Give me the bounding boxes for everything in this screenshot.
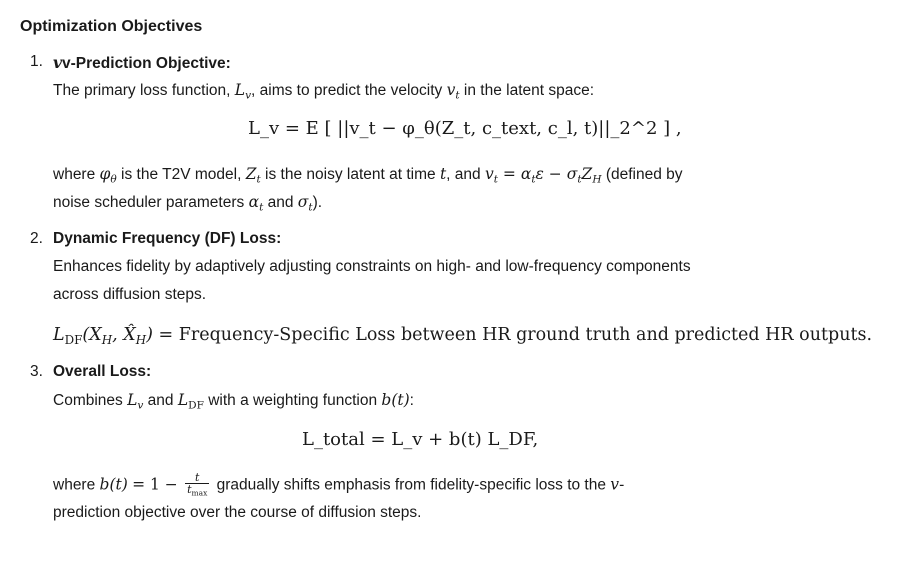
item-number: 2. <box>30 230 43 247</box>
item-number: 1. <box>30 53 43 70</box>
v-prediction-equation: L_v = E [ ||v_t − φ_θ(Z_t, c_text, c_l, t)||_2^2 ] , <box>248 118 682 139</box>
overall-where-line-2: prediction objective over the course of diffusion steps. <box>53 504 422 521</box>
item-number: 3. <box>30 363 43 380</box>
overall-equation: L_total = L_v + b(t) L_DF, <box>302 429 539 450</box>
df-desc-line-1: Enhances fidelity by adaptively adjusting constraints on high- and low-frequency components <box>53 258 691 275</box>
page-title: Optimization Objectives <box>20 18 203 35</box>
overall-where-line-1: where b(t) = 1 − $\frac{t}{t_{max}}$ gradually shifts emphasis from fidelity-specific loss to the v- <box>53 471 625 498</box>
heading-text: v-Prediction Objective: <box>62 55 231 72</box>
item-intro: The primary loss function, $L_v$, aims to predict the velocity $v_t$ in the latent space: <box>53 81 595 102</box>
fraction: $\frac{t}{t_{max}}$ <box>187 471 208 498</box>
item-heading <box>53 53 231 73</box>
overall-intro: Combines $L_v$ and $L_{DF}$ with a weighting function b(t): <box>53 391 414 412</box>
where-line-1: where $\varphi_\theta$ is the T2V model, $Z_t$ is the noisy latent at time t, and $v_t = \alpha_t\varepsilon - \sigma_tZ_H$ (defined by <box>53 165 683 186</box>
df-equation: $L_{DF}(X_H$, $X̂_H$) = Frequency-Specific Loss between HR ground truth and predicted HR outputs. <box>53 325 873 348</box>
where-line-2: noise scheduler parameters $\alpha_t$ and $\sigma_t$). <box>53 193 323 214</box>
v-symbol: v <box>53 53 63 72</box>
item-heading: Overall Loss: <box>53 363 152 380</box>
df-desc-line-2: across diffusion steps. <box>53 286 207 303</box>
item-heading: Dynamic Frequency (DF) Loss: <box>53 230 282 247</box>
